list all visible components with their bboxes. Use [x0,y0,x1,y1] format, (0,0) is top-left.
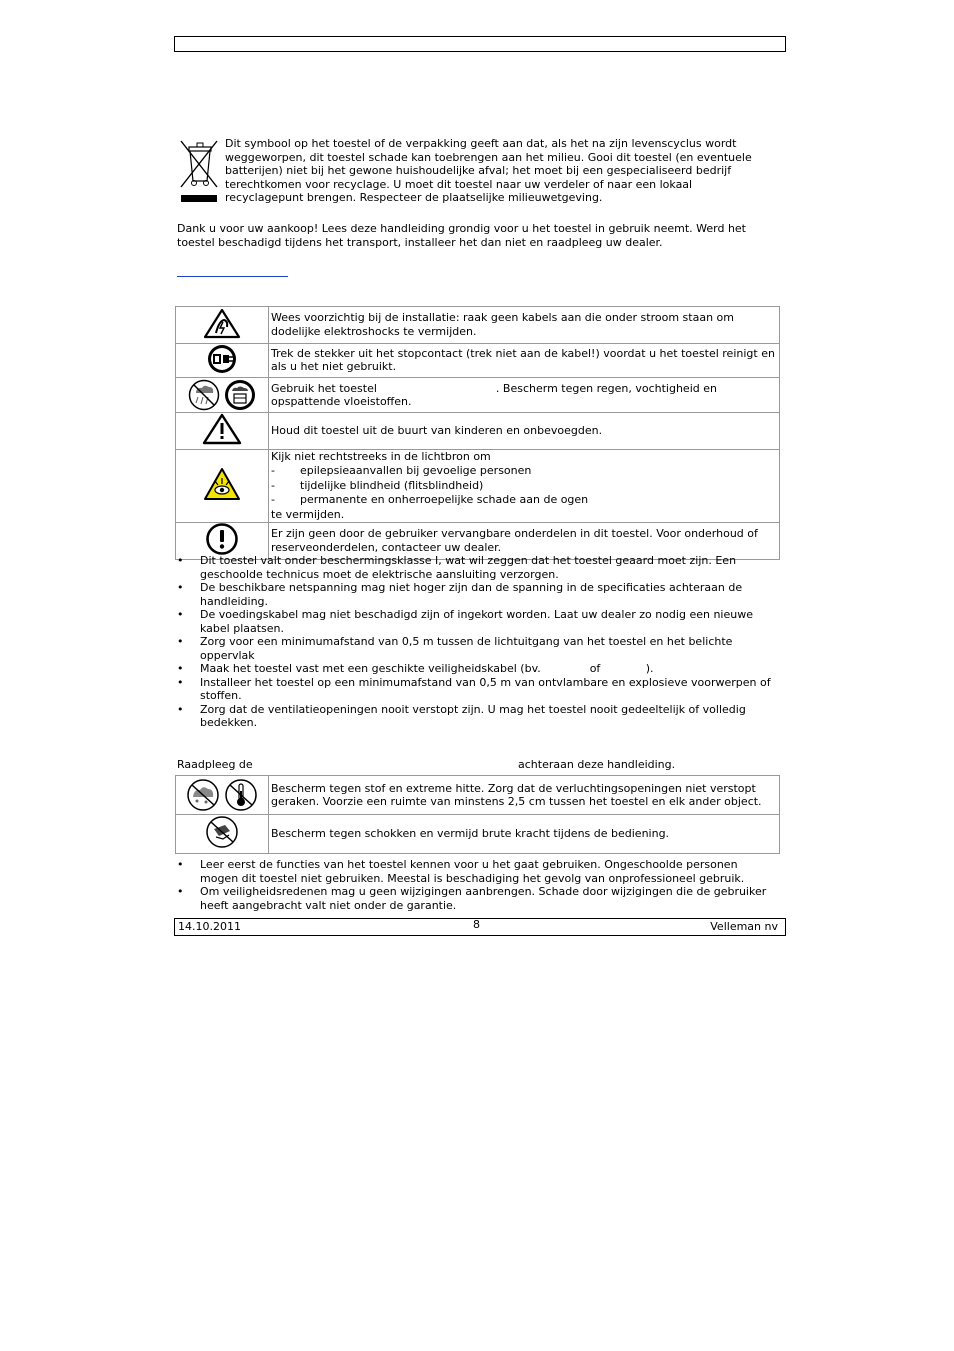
list-item: • Dit toestel valt onder beschermingsklasse I, wat wil zeggen dat het toestel geaard moet zijn. Een geschoolde technicus moet de elektrische aansluiting verzorgen. [175,554,775,581]
row-text: Er zijn geen door de gebruiker vervangbare onderdelen in dit toestel. Voor onderhoud of reserveonderdelen, contacteer uw dealer. [269,523,780,560]
table-row [176,449,780,523]
table-row [176,343,780,378]
raadpleeg-text-left: Raadpleeg de [177,758,253,771]
footer-date: 14.10.2011 [178,920,241,933]
row-text: Bescherm tegen stof en extreme hitte. Zorg dat de verluchtingsopeningen niet verstopt geraken. Voorzie een ruimte van minstens 2,5 cm tussen het toestel en elk ander object. [269,776,780,815]
electric-shock-warning-icon [202,307,242,339]
unplug-icon [206,344,238,374]
indoor-use-icon [224,379,256,411]
list-item: • De beschikbare netspanning mag niet hoger zijn dan de spanning in de specificaties achteraan de handleiding. [175,581,775,608]
link-underline[interactable] [177,276,288,277]
list-item: • Installeer het toestel op een minimumafstand van 0,5 m van ontvlambare en explosieve voorwerpen of stoffen. [175,676,775,703]
header-box [174,36,786,52]
row-text: Gebruik het toestel . Bescherm tegen regen, vochtigheid en opspattende vloeistoffen. [269,378,780,413]
crossed-bin-icon [177,137,221,205]
row-text: Trek de stekker uit het stopcontact (trek niet aan de kabel!) voordat u het toestel reinigt en als u het niet gebruikt. [269,343,780,378]
row-text: Kijk niet rechtstreeks in de lichtbron om - epilepsieaanvallen bij gevoelige personen - tijdelijke blindheid (flitsblindheid) - permanente en onherroepelijke schade aan de ogen te vermijden. [269,449,780,523]
raadpleeg-text-right: achteraan deze handleiding. [518,758,676,771]
list-item: • Om veiligheidsredenen mag u geen wijzigingen aanbrengen. Schade door wijzigingen die de gebruiker heeft aangebracht valt niet onder de garantie. [175,885,775,912]
footer-box [174,918,786,936]
safety-bullet-list [175,554,775,730]
general-bullet-list [175,858,775,912]
no-shock-icon [205,815,239,849]
row-text: Bescherm tegen schokken en vermijd brute kracht tijdens de bediening. [269,815,780,854]
list-item: • Maak het toestel vast met een geschikte veiligheidskabel (bv. of ). [175,662,775,676]
exclamation-circle-icon [205,523,239,555]
table-row [176,776,780,815]
safety-instructions-table [175,306,780,560]
row-text: Wees voorzichtig bij de installatie: raak geen kabels aan die onder stroom staan om dodelijke elektroshocks te vermijden. [269,307,780,344]
footer-company: Velleman nv [710,920,778,933]
no-dust-icon [186,779,220,811]
table-row [176,378,780,413]
no-heat-icon [224,779,258,811]
list-item: • Zorg dat de ventilatieopeningen nooit verstopt zijn. U mag het toestel nooit gedeeltelijk of volledig bedekken. [175,703,775,730]
weee-notice-text: Dit symbool op het toestel of de verpakking geeft aan dat, als het na zijn levenscyclus wordt weggeworpen, dit toestel schade kan toebrengen aan het milieu. Gooi dit toestel (en eventuele batterijen) niet bij het gewone huishoudelijke afval; het moet bij een gespecialiseerd bedrijf terechtkomen voor recyclage. U moet dit toestel naar uw verdeler of naar een lokaal recyclagepunt brengen. Respecteer de plaatselijke milieuwetgeving. [225,137,752,204]
row-text: Houd dit toestel uit de buurt van kinderen en onbevoegden. [269,413,780,450]
list-item: - permanente en onherroepelijke schade aan de ogen [271,493,589,506]
general-guidelines-table [175,775,780,854]
intro-text: Dank u voor uw aankoop! Lees deze handleiding grondig voor u het toestel in gebruik neemt. Werd het toestel beschadigd tijdens het transport, installeer het dan niet en raadpleeg uw dealer. [177,222,746,249]
page-number: 8 [473,918,480,931]
table-row [176,413,780,450]
no-rain-icon [188,379,220,411]
table-row [176,815,780,854]
caution-triangle-icon [202,413,242,445]
list-item: - tijdelijke blindheid (flitsblindheid) [271,478,484,492]
list-item: • Leer eerst de functies van het toestel kennen voor u het gaat gebruiken. Ongeschoolde personen mogen dit toestel niet gebruiken. Meestal is beschadiging het gevolg van onprofessioneel gebruik. [175,858,775,885]
list-item: - epilepsieaanvallen bij gevoelige personen [271,464,532,477]
table-row [176,307,780,344]
list-item: • De voedingskabel mag niet beschadigd zijn of ingekort worden. Laat uw dealer zo nodig een nieuwe kabel plaatsen. [175,608,775,635]
list-item: • Zorg voor een minimumafstand van 0,5 m tussen de lichtuitgang van het toestel en het belichte oppervlak [175,635,775,662]
bright-light-warning-icon [203,467,241,501]
